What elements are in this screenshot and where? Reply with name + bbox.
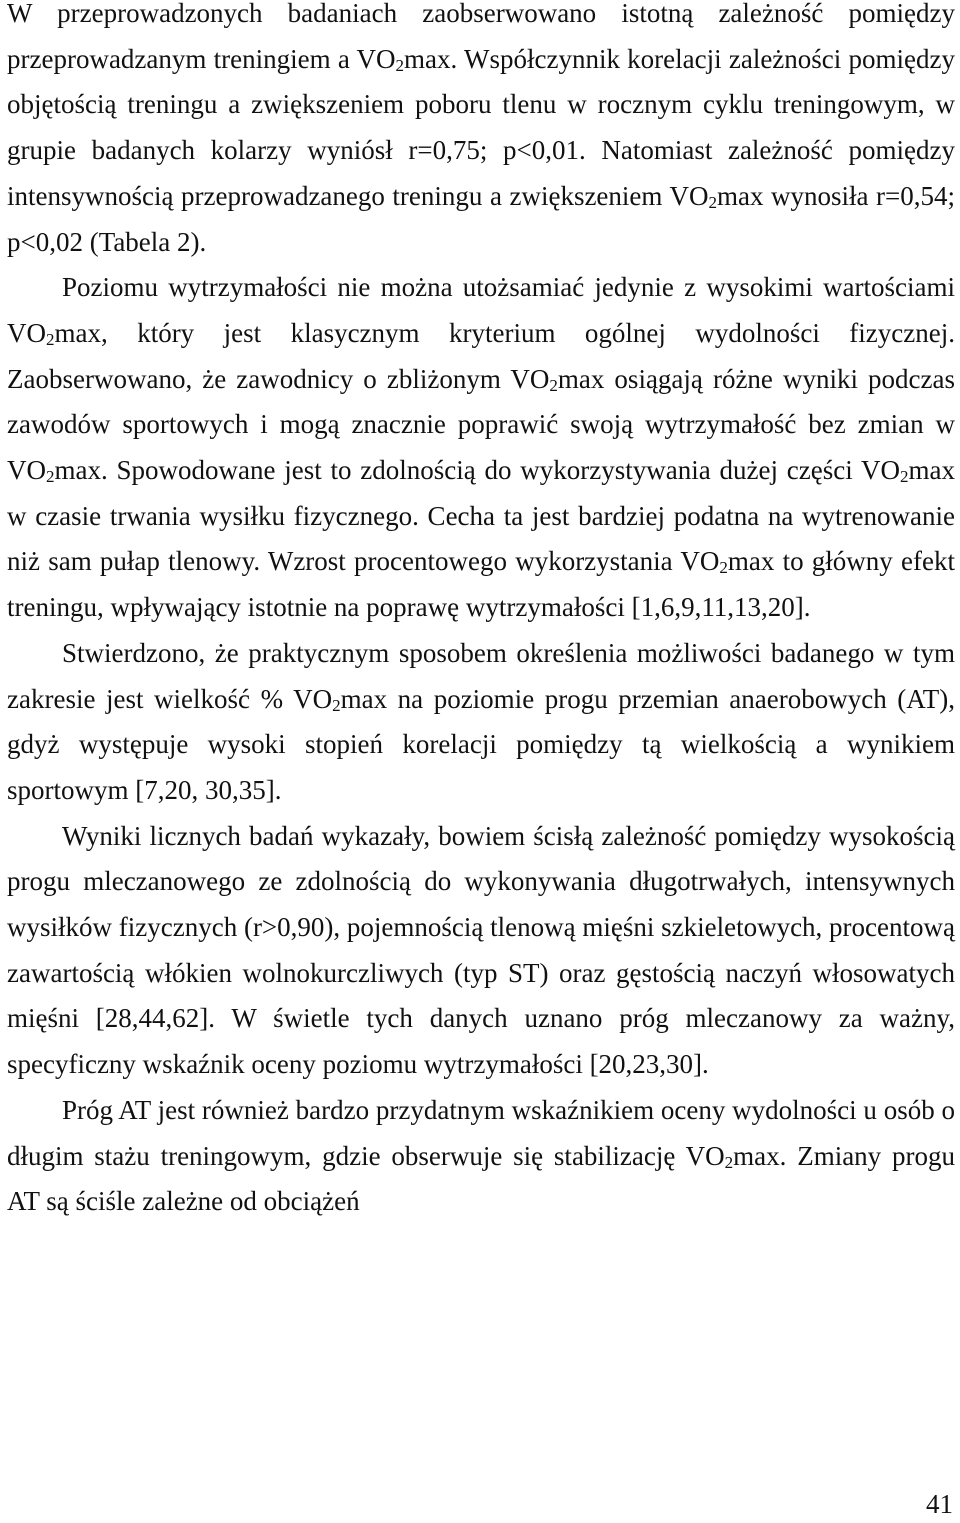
paragraph-5: [7, 1088, 955, 1225]
subscript: 2: [549, 375, 558, 395]
paragraph-4: [7, 814, 955, 1088]
text-run: max to główny efekt treningu, wpływający istotnie na poprawę wytrzymałości [1,6,9,11,13,20].: [7, 546, 955, 623]
subscript: 2: [900, 467, 909, 487]
page-number: 41: [926, 1489, 953, 1519]
text-run: Stwierdzono, że praktycznym sposobem określenia możliwości badanego w tym zakresie jest wielkość % VO: [7, 637, 955, 714]
text-run: max wynosiła r=0,54; p<0,02 (Tabela 2).: [7, 180, 955, 257]
text-run: max osiągają różne wyniki podczas zawodów sportowych i mogą znacznie poprawić swoją wytrzymałość bez zmian w VO: [7, 363, 955, 486]
paragraph-2: [7, 265, 955, 631]
subscript: 2: [719, 558, 728, 578]
text-run: max. Spowodowane jest to zdolnością do wykorzystywania dużej części VO: [54, 455, 900, 486]
text-run: max. Zmiany progu AT są ściśle zależne od obciążeń: [7, 1140, 955, 1217]
text-run: max. Współczynnik korelacji zależności pomiędzy objętością treningu a zwiększeniem poboru tlenu w rocznym cyklu treningowym, w grupie badanych kolarzy wyniósł r=0,75; p<0,01. Natomiast zależność pomiędzy intensywnością przeprowadzanego treningu a zwiększeniem VO: [7, 43, 955, 211]
subscript: 2: [724, 1152, 734, 1172]
text-run: Wyniki licznych badań wykazały, bowiem ścisłą zależność pomiędzy wysokością progu mleczanowego ze zdolnością do wykonywania długotrwałych, intensywnych wysiłków fizycznych (r>0,90), pojemnością tlenową mięśni szkieletowych, procentową zawartością włókien wolnokurczliwych (typ ST) oraz gęstością naczyń włosowatych mięśni [28,44,62]. W świetle tych danych uznano próg mleczanowy za ważny, specyficzny wskaźnik oceny poziomu wytrzymałości [20,23,30].: [7, 820, 955, 1080]
text-run: max w czasie trwania wysiłku fizycznego. Cecha ta jest bardziej podatna na wytrenowanie niż sam pułap tlenowy. Wzrost procentowego wykorzystania VO: [7, 455, 955, 577]
paragraph-1: [7, 0, 955, 265]
text-run: W przeprowadzonych badaniach zaobserwowano istotną zależność pomiędzy przeprowadzanym treningiem a VO: [7, 0, 955, 74]
text-run: Próg AT jest również bardzo przydatnym wskaźnikiem oceny wydolności u osób o długim stażu treningowym, gdzie obserwuje się stabilizację VO: [7, 1094, 955, 1171]
paragraph-3: [7, 631, 955, 814]
document-page: [7, 0, 955, 1225]
subscript: 2: [708, 192, 717, 212]
text-run: Poziomu wytrzymałości nie można utożsamiać jedynie z wysokimi wartościami VO: [7, 272, 955, 348]
text-run: max na poziomie progu przemian anaerobowych (AT), gdyż występuje wysoki stopień korelacji pomiędzy tą wielkością a wynikiem sportowym [7,20, 30,35].: [7, 683, 955, 805]
subscript: 2: [46, 329, 55, 349]
text-run: max, który jest klasycznym kryterium ogólnej wydolności fizycznej. Zaobserwowano, że zawodnicy o zbliżonym VO: [7, 317, 955, 394]
subscript: 2: [395, 55, 405, 75]
subscript: 2: [46, 467, 55, 487]
subscript: 2: [332, 695, 341, 715]
